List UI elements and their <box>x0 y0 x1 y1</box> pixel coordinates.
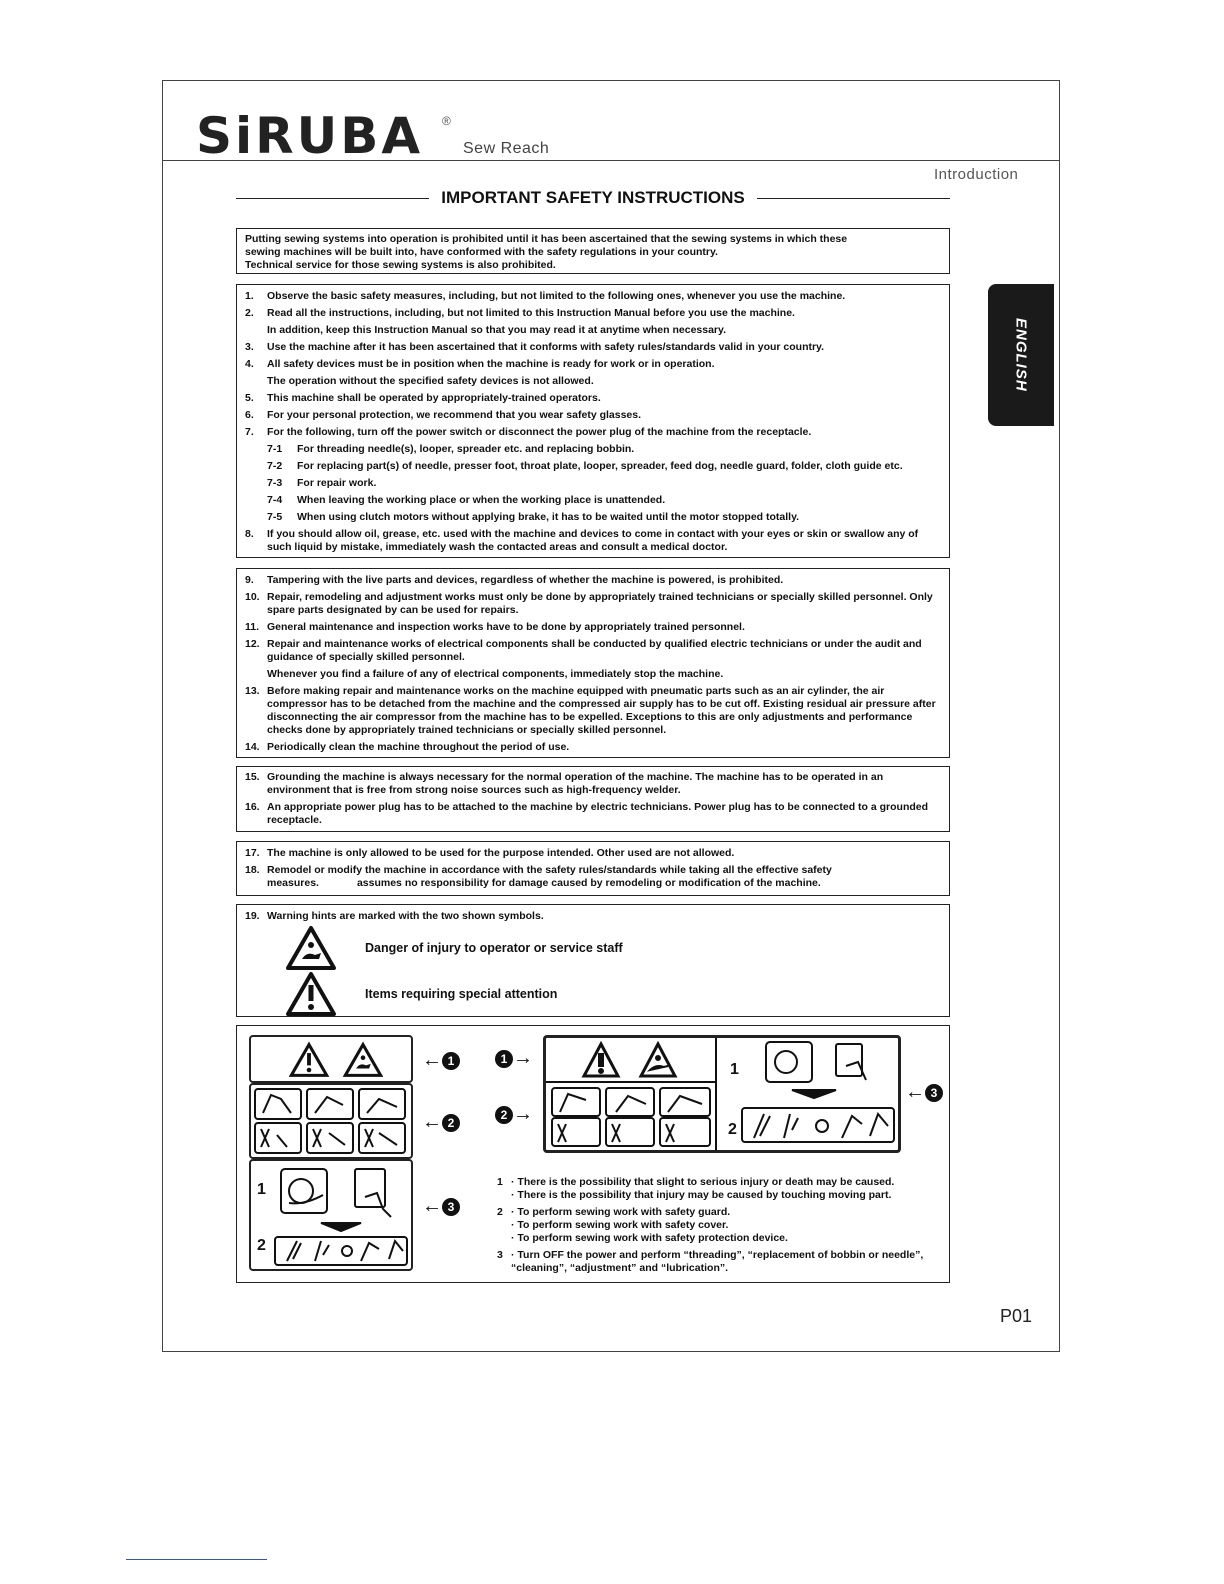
list-item: 1. Observe the basic safety measures, including, but not limited to the following ones, whenever you use the machine. <box>245 290 846 302</box>
safety-group-4 <box>236 841 950 896</box>
marker-3-arrow: ← 3 <box>422 1196 460 1216</box>
sub-item: 7-4 When leaving the working place or when the working place is unattended. <box>267 494 666 506</box>
title-rule-left <box>236 198 429 199</box>
registered-mark: ® <box>442 114 451 128</box>
intro-line: Technical service for those sewing systems is also prohibited. <box>245 259 556 271</box>
title-row <box>236 186 950 210</box>
label-power-section <box>249 1159 413 1271</box>
legend-entry: 3 · Turn OFF the power and perform “threading”, “replacement of bobbin or needle”, “cleaning”, “adjustment” and “lubrication”. <box>497 1249 924 1274</box>
label-guard-section <box>249 1083 413 1159</box>
hazard-injury-icon <box>343 1041 383 1079</box>
language-tab[interactable] <box>988 284 1054 426</box>
list-item: 14. Periodically clean the machine throughout the period of use. <box>245 741 570 753</box>
wide-label-pictogram-icon <box>546 1038 898 1150</box>
list-item-continuation: The operation without the specified safety devices is not allowed. <box>267 375 594 387</box>
section-label: Introduction <box>934 166 1019 183</box>
legend-entry: 2 · To perform sewing work with safety guard. <box>497 1206 731 1218</box>
list-item: 5. This machine shall be operated by appropriately-trained operators. <box>245 392 601 404</box>
power-off-pictogram-icon <box>271 1165 411 1269</box>
marker-1-arrow: ← 1 <box>422 1050 460 1070</box>
intro-line: sewing machines will be built into, have conformed with the safety regulations in your country. <box>245 246 718 258</box>
sub-item: 7-2 For replacing part(s) of needle, presser foot, throat plate, looper, spreader, feed dog, needle guard, folder, cloth guide etc. <box>267 460 903 472</box>
list-item: 11. General maintenance and inspection works have to be done by appropriately trained personnel. <box>245 621 745 633</box>
warning-attention-icon <box>285 971 337 1017</box>
marker-1-arrow: 1 → <box>495 1048 533 1068</box>
diagram-legend <box>497 1176 949 1275</box>
list-item: 10. Repair, remodeling and adjustment works must only be done by appropriately trained technicians or specially skilled personnel. Only spare parts designated by can be used for repairs. <box>245 591 933 616</box>
safety-group-2 <box>236 568 950 758</box>
marker-3-arrow: ← 3 <box>905 1082 943 1102</box>
list-item: 8. If you should allow oil, grease, etc. used with the machine and devices to come in contact with your eyes or skin or swallow any of such liquid by mistake, immediately wash the contacted areas and consult a medical doctor. <box>245 528 919 553</box>
marker-2-arrow: 2 → <box>495 1104 533 1124</box>
sub-item: 7-3 For repair work. <box>267 477 377 489</box>
page-number: P01 <box>1000 1306 1033 1326</box>
footnote-rule <box>126 1559 267 1560</box>
list-item: 18. Remodel or modify the machine in accordance with the safety rules/standards while taking all the effective safety <box>245 864 832 876</box>
symbol-row <box>245 925 941 971</box>
title-rule-right <box>757 198 950 199</box>
intro-notice <box>236 228 950 274</box>
intro-line: Putting sewing systems into operation is prohibited until it has been ascertained that the sewing systems in which these <box>245 233 848 245</box>
list-item: 16. An appropriate power plug has to be attached to the machine by electric technicians. Power plug has to be connected to a grounded receptacle. <box>245 801 929 826</box>
list-item: 7. For the following, turn off the power switch or disconnect the power plug of the machine from the receptacle. <box>245 426 812 438</box>
list-item: 2. Read all the instructions, including, but not limited to this Instruction Manual before you use the machine. <box>245 307 795 319</box>
legend-entry: · To perform sewing work with safety protection device. <box>511 1232 788 1244</box>
safety-group-3 <box>236 766 950 832</box>
legend-entry: 1 · There is the possibility that slight to serious injury or death may be caused. <box>497 1176 895 1188</box>
page-title: IMPORTANT SAFETY INSTRUCTIONS <box>441 188 745 207</box>
list-item: 15. Grounding the machine is always necessary for the normal operation of the machine. The machine has to be operated in an environment that is free from strong noise sources such as high-frequency welder. <box>245 771 884 796</box>
list-item: 13. Before making repair and maintenance works on the machine equipped with pneumatic parts such as an air cylinder, the air compressor has to be detached from the machine and the compressed air supply has to be cut off. Existing residual air pressure after disconnecting the air compressor from the machine has to be expelled. Exceptions to this are only adjustments and performance checks done by appropriately trained technicians or specially skilled personnel. <box>245 685 936 736</box>
list-item: 19. Warning hints are marked with the two shown symbols. <box>245 910 544 922</box>
marker-2-arrow: ← 2 <box>422 1112 460 1132</box>
symbol-label: Danger of injury to operator or service staff <box>365 940 623 955</box>
label-wide <box>543 1035 901 1153</box>
safety-group-1 <box>236 284 950 558</box>
list-item: 12. Repair and maintenance works of electrical components shall be conducted by qualified electric technicians or under the audit and guidance of specially skilled personnel. <box>245 638 922 663</box>
list-item-continuation: Whenever you find a failure of any of electrical components, immediately stop the machine. <box>267 668 724 680</box>
list-item: 17. The machine is only allowed to be used for the purpose intended. Other used are not allowed. <box>245 847 735 859</box>
legend-entry: · There is the possibility that injury may be caused by touching moving part. <box>511 1189 892 1201</box>
list-item-continuation: measures. assumes no responsibility for damage caused by remodeling or modification of the machine. <box>267 877 821 889</box>
warning-attention-icon <box>289 1041 329 1079</box>
list-item: 9. Tampering with the live parts and devices, regardless of whether the machine is powered, is prohibited. <box>245 574 784 586</box>
symbol-label: Items requiring special attention <box>365 986 558 1001</box>
step-number: 1 <box>730 1061 739 1078</box>
safety-group-5 <box>236 904 950 1017</box>
language-tab-label: ENGLISH <box>1012 318 1030 392</box>
hazard-injury-icon <box>285 925 337 971</box>
list-item: 3. Use the machine after it has been ascertained that it conforms with safety rules/standards valid in your country. <box>245 341 825 353</box>
label-warning-section <box>249 1035 413 1083</box>
step-number: 2 <box>728 1121 737 1138</box>
sub-item: 7-5 When using clutch motors without applying brake, it has to be waited until the motor stopped totally. <box>267 511 800 523</box>
brand-logo: SiRUBA <box>196 107 424 165</box>
list-item-continuation: In addition, keep this Instruction Manual so that you may read it at anytime when necessary. <box>267 324 726 336</box>
step-number: 1 <box>257 1181 266 1198</box>
step-number: 2 <box>257 1237 266 1254</box>
legend-entry: · To perform sewing work with safety cover. <box>511 1219 729 1231</box>
brand-tagline: Sew Reach <box>463 140 550 157</box>
symbol-row <box>245 971 941 1017</box>
sub-item: 7-1 For threading needle(s), looper, spreader etc. and replacing bobbin. <box>267 443 635 455</box>
list-item: 4. All safety devices must be in position when the machine is ready for work or in operation. <box>245 358 715 370</box>
guard-pictogram-icon <box>251 1085 411 1157</box>
list-item: 6. For your personal protection, we recommend that you wear safety glasses. <box>245 409 642 421</box>
